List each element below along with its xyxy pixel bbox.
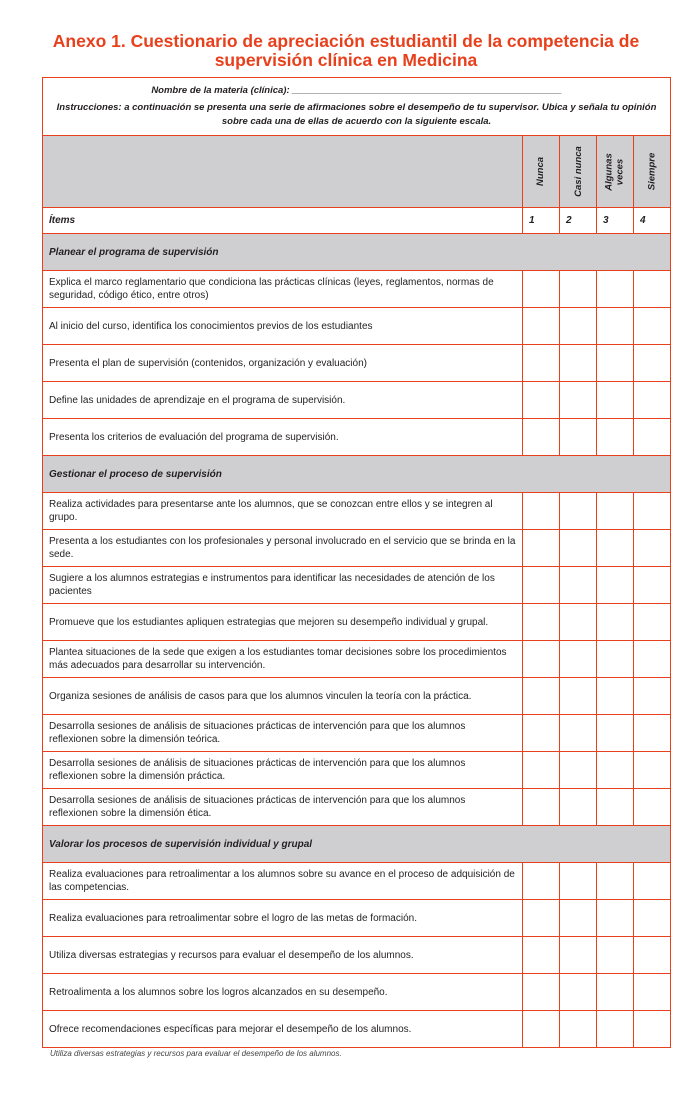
item-row: [43, 530, 671, 567]
rating-cell-4[interactable]: [634, 900, 671, 937]
scale-label-siempre: Siempre: [646, 152, 658, 191]
rating-cell-2[interactable]: [560, 1011, 597, 1048]
rating-cell-3[interactable]: [597, 345, 634, 382]
item-statement: Presenta los criterios de evaluación del programa de supervisión.: [43, 419, 523, 456]
rating-cell-1[interactable]: [523, 530, 560, 567]
item-row: [43, 900, 671, 937]
section-row: [43, 826, 671, 863]
rating-cell-1[interactable]: [523, 900, 560, 937]
rating-cell-4[interactable]: [634, 567, 671, 604]
rating-cell-3[interactable]: [597, 937, 634, 974]
scale-label-cell-3: [597, 136, 634, 208]
rating-cell-2[interactable]: [560, 345, 597, 382]
rating-cell-3[interactable]: [597, 900, 634, 937]
rating-cell-2[interactable]: [560, 715, 597, 752]
rating-cell-3[interactable]: [597, 789, 634, 826]
rating-cell-2[interactable]: [560, 567, 597, 604]
rating-cell-4[interactable]: [634, 974, 671, 1011]
scale-number-1: 1: [523, 208, 560, 234]
item-row: [43, 752, 671, 789]
rating-cell-3[interactable]: [597, 678, 634, 715]
rating-cell-1[interactable]: [523, 1011, 560, 1048]
item-statement: Desarrolla sesiones de análisis de situaciones prácticas de intervención para que los alumnos reflexionen sobre la dimensión teórica.: [43, 715, 523, 752]
rating-cell-3[interactable]: [597, 641, 634, 678]
rating-cell-3[interactable]: [597, 382, 634, 419]
rating-cell-4[interactable]: [634, 789, 671, 826]
title-line-2: supervisión clínica en Medicina: [214, 50, 478, 70]
item-row: [43, 308, 671, 345]
questionnaire-table: [42, 77, 671, 1048]
rating-cell-3[interactable]: [597, 752, 634, 789]
scale-header-row: [43, 136, 671, 208]
rating-cell-4[interactable]: [634, 308, 671, 345]
rating-cell-2[interactable]: [560, 382, 597, 419]
rating-cell-3[interactable]: [597, 1011, 634, 1048]
item-statement: Sugiere a los alumnos estrategias e instrumentos para identificar las necesidades de atención de los pacientes: [43, 567, 523, 604]
rating-cell-2[interactable]: [560, 641, 597, 678]
rating-cell-2[interactable]: [560, 308, 597, 345]
rating-cell-1[interactable]: [523, 567, 560, 604]
rating-cell-4[interactable]: [634, 1011, 671, 1048]
item-statement: Desarrolla sesiones de análisis de situaciones prácticas de intervención para que los alumnos reflexionen sobre la dimensión ética.: [43, 789, 523, 826]
rating-cell-1[interactable]: [523, 715, 560, 752]
item-row: [43, 604, 671, 641]
rating-cell-1[interactable]: [523, 678, 560, 715]
instructions: Instrucciones: a continuación se presenta una serie de afirmaciones sobre el desempeño de tu supervisor. Ubica y señala tu opinión sobre cada una de ellas de acuerdo con la siguiente escala.: [56, 102, 657, 127]
item-row: [43, 419, 671, 456]
section-row: [43, 234, 671, 271]
rating-cell-4[interactable]: [634, 271, 671, 308]
rating-cell-4[interactable]: [634, 863, 671, 900]
rating-cell-1[interactable]: [523, 937, 560, 974]
item-row: [43, 641, 671, 678]
rating-cell-4[interactable]: [634, 678, 671, 715]
item-statement: Presenta a los estudiantes con los profesionales y personal involucrado en el servicio que se brinda en la sede.: [43, 530, 523, 567]
rating-cell-1[interactable]: [523, 863, 560, 900]
rating-cell-1[interactable]: [523, 789, 560, 826]
rating-cell-1[interactable]: [523, 604, 560, 641]
rating-cell-3[interactable]: [597, 567, 634, 604]
item-row: [43, 271, 671, 308]
rating-cell-3[interactable]: [597, 715, 634, 752]
rating-cell-1[interactable]: [523, 308, 560, 345]
item-statement: Define las unidades de aprendizaje en el programa de supervisión.: [43, 382, 523, 419]
items-number-row: [43, 208, 671, 234]
rating-cell-2[interactable]: [560, 271, 597, 308]
rating-cell-3[interactable]: [597, 493, 634, 530]
rating-cell-1[interactable]: [523, 345, 560, 382]
scale-label-casi-nunca: Casi nunca: [572, 146, 584, 197]
rating-cell-4[interactable]: [634, 530, 671, 567]
rating-cell-4[interactable]: [634, 752, 671, 789]
item-statement: Promueve que los estudiantes apliquen estrategias que mejoren su desempeño individual y grupal.: [43, 604, 523, 641]
rating-cell-4[interactable]: [634, 604, 671, 641]
rating-cell-4[interactable]: [634, 493, 671, 530]
item-row: [43, 715, 671, 752]
rating-cell-2[interactable]: [560, 974, 597, 1011]
rating-cell-3[interactable]: [597, 530, 634, 567]
item-row: [43, 493, 671, 530]
rating-cell-3[interactable]: [597, 863, 634, 900]
item-row: [43, 863, 671, 900]
rating-cell-2[interactable]: [560, 863, 597, 900]
section-row: [43, 456, 671, 493]
scale-label-nunca: Nunca: [535, 156, 547, 187]
rating-cell-1[interactable]: [523, 271, 560, 308]
rating-cell-2[interactable]: [560, 530, 597, 567]
rating-cell-1[interactable]: [523, 752, 560, 789]
rating-cell-3[interactable]: [597, 308, 634, 345]
rating-cell-2[interactable]: [560, 752, 597, 789]
scale-number-2: 2: [560, 208, 597, 234]
item-row: [43, 937, 671, 974]
rating-cell-2[interactable]: [560, 419, 597, 456]
item-row: [43, 345, 671, 382]
item-row: [43, 678, 671, 715]
subject-name-field[interactable]: Nombre de la materia (clínica): ___________________________________________________: [151, 85, 562, 96]
rating-cell-1[interactable]: [523, 974, 560, 1011]
item-row: [43, 1011, 671, 1048]
rating-cell-2[interactable]: [560, 937, 597, 974]
rating-cell-1[interactable]: [523, 419, 560, 456]
rating-cell-3[interactable]: [597, 419, 634, 456]
rating-cell-4[interactable]: [634, 641, 671, 678]
item-statement: Realiza evaluaciones para retroalimentar a los alumnos sobre su avance en el proceso de adquisición de las competencias.: [43, 863, 523, 900]
section-title: Gestionar el proceso de supervisión: [43, 456, 671, 493]
title-line-1: Anexo 1. Cuestionario de apreciación estudiantil de la competencia de: [52, 31, 640, 51]
item-statement: Realiza actividades para presentarse ante los alumnos, que se conozcan entre ellos y se integren al grupo.: [43, 493, 523, 530]
items-label: Ítems: [43, 208, 523, 234]
item-statement: Presenta el plan de supervisión (contenidos, organización y evaluación): [43, 345, 523, 382]
scale-label-cell-4: [634, 136, 671, 208]
rating-cell-1[interactable]: [523, 493, 560, 530]
rating-cell-2[interactable]: [560, 789, 597, 826]
rating-cell-2[interactable]: [560, 900, 597, 937]
header-cell: [43, 78, 671, 136]
item-statement: Retroalimenta a los alumnos sobre los logros alcanzados en su desempeño.: [43, 974, 523, 1011]
scale-number-3: 3: [597, 208, 634, 234]
rating-cell-2[interactable]: [560, 678, 597, 715]
item-row: [43, 974, 671, 1011]
rating-cell-3[interactable]: [597, 271, 634, 308]
document-title: [40, 32, 652, 70]
item-row: [43, 567, 671, 604]
scale-number-4: 4: [634, 208, 671, 234]
rating-cell-4[interactable]: [634, 345, 671, 382]
item-statement: Ofrece recomendaciones específicas para mejorar el desempeño de los alumnos.: [43, 1011, 523, 1048]
item-row: [43, 789, 671, 826]
rating-cell-2[interactable]: [560, 604, 597, 641]
section-title: Planear el programa de supervisión: [43, 234, 671, 271]
rating-cell-4[interactable]: [634, 419, 671, 456]
footnote: Utiliza diversas estrategias y recursos para evaluar el desempeño de los alumnos.: [50, 1049, 342, 1058]
scale-label-cell-1: [523, 136, 560, 208]
item-statement: Explica el marco reglamentario que condiciona las prácticas clínicas (leyes, reglamentos, normas de seguridad, código ético, entre otros): [43, 271, 523, 308]
item-statement: Organiza sesiones de análisis de casos para que los alumnos vinculen la teoría con la práctica.: [43, 678, 523, 715]
rating-cell-1[interactable]: [523, 382, 560, 419]
rating-cell-4[interactable]: [634, 715, 671, 752]
item-statement: Desarrolla sesiones de análisis de situaciones prácticas de intervención para que los alumnos reflexionen sobre la dimensión práctica.: [43, 752, 523, 789]
section-title: Valorar los procesos de supervisión individual y grupal: [43, 826, 671, 863]
rating-cell-4[interactable]: [634, 937, 671, 974]
rating-cell-3[interactable]: [597, 604, 634, 641]
scale-header-blank: [43, 136, 523, 208]
scale-label-algunas-veces: Algunas veces: [604, 152, 627, 191]
item-statement: Realiza evaluaciones para retroalimentar sobre el logro de las metas de formación.: [43, 900, 523, 937]
item-row: [43, 382, 671, 419]
rating-cell-1[interactable]: [523, 641, 560, 678]
item-statement: Al inicio del curso, identifica los conocimientos previos de los estudiantes: [43, 308, 523, 345]
scale-label-cell-2: [560, 136, 597, 208]
rating-cell-3[interactable]: [597, 974, 634, 1011]
item-statement: Plantea situaciones de la sede que exigen a los estudiantes tomar decisiones sobre los procedimientos más adecuados para desarrollar su intervención.: [43, 641, 523, 678]
header-row: [43, 78, 671, 136]
rating-cell-4[interactable]: [634, 382, 671, 419]
item-statement: Utiliza diversas estrategias y recursos para evaluar el desempeño de los alumnos.: [43, 937, 523, 974]
rating-cell-2[interactable]: [560, 493, 597, 530]
